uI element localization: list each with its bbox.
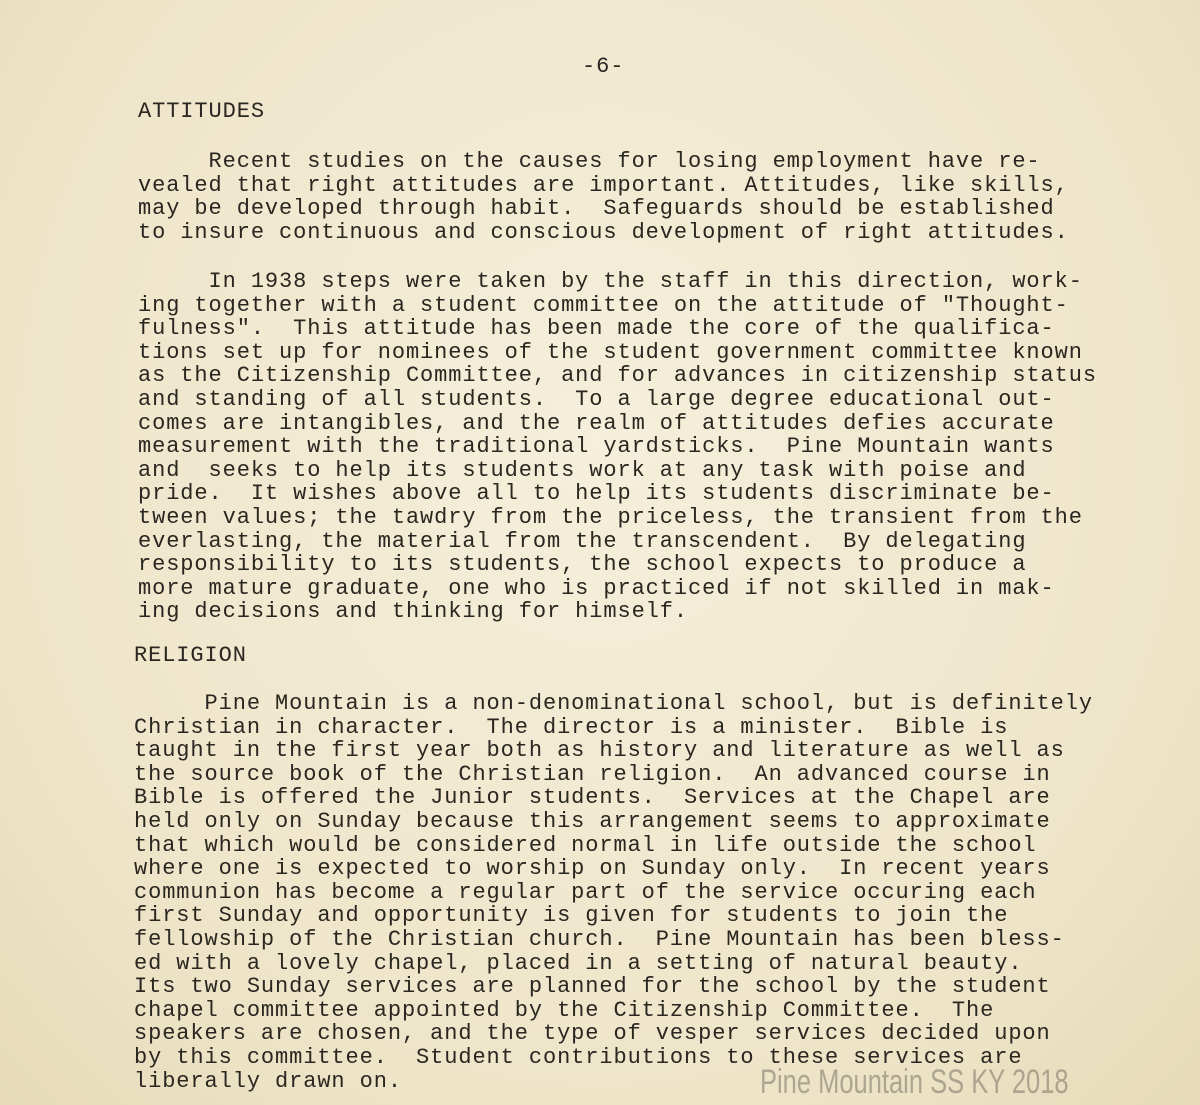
- text-line: first Sunday and opportunity is given for students to join the: [134, 903, 1009, 929]
- watermark: Pine Mountain SS KY 2018: [760, 1063, 1069, 1101]
- text-line: the source book of the Christian religion. An advanced course in: [134, 761, 1051, 787]
- text-line: where one is expected to worship on Sunday only. In recent years: [134, 856, 1051, 882]
- text-line: everlasting, the material from the transcendent. By delegating: [138, 528, 1027, 554]
- text-line: may be developed through habit. Safeguards should be established: [138, 196, 1055, 222]
- text-line: measurement with the traditional yardsticks. Pine Mountain wants: [138, 434, 1055, 460]
- text-line: that which would be considered normal in life outside the school: [134, 832, 1037, 858]
- text-line: as the Citizenship Committee, and for advances in citizenship status: [138, 363, 1097, 389]
- text-line: communion has become a regular part of the service occuring each: [134, 879, 1037, 905]
- text-line: tions set up for nominees of the student government committee known: [138, 339, 1083, 365]
- text-line: by this committee. Student contributions to these services are: [134, 1045, 1023, 1070]
- text-line: and standing of all students. To a large degree educational out-: [138, 387, 1055, 412]
- text-line: Its two Sunday services are planned for the school by the student: [134, 974, 1051, 1000]
- text-line: ing decisions and thinking for himself.: [138, 599, 688, 625]
- text-line: chapel committee appointed by the Citizenship Committee. The: [134, 997, 995, 1023]
- section-heading: ATTITUDES: [138, 99, 265, 124]
- text-line: Recent studies on the causes for losing employment have re-: [138, 149, 1041, 174]
- text-line: liberally drawn on.: [134, 1068, 402, 1094]
- text-line: to insure continuous and conscious development of right attitudes.: [138, 219, 1069, 245]
- page-number: -6-: [582, 54, 625, 79]
- section-heading: RELIGION: [134, 643, 247, 668]
- text-line: comes are intangibles, and the realm of attitudes defies accurate: [138, 410, 1055, 436]
- text-line: fulness". This attitude has been made the core of the qualifica-: [138, 316, 1055, 342]
- text-line: speakers are chosen, and the type of vesper services decided upon: [134, 1021, 1051, 1047]
- text-line: ing together with a student committee on the attitude of "Thought-: [138, 292, 1069, 318]
- text-line: more mature graduate, one who is practiced if not skilled in mak-: [138, 575, 1055, 601]
- text-line: fellowship of the Christian church. Pine Mountain has been bless-: [134, 927, 1065, 952]
- text-line: and seeks to help its students work at any task with poise and: [138, 457, 1027, 483]
- text-line: held only on Sunday because this arrangement seems to approximate: [134, 809, 1051, 834]
- text-line: taught in the first year both as history and literature as well as: [134, 738, 1065, 764]
- text-line: Christian in character. The director is a minister. Bible is: [134, 714, 1009, 740]
- text-line: tween values; the tawdry from the priceless, the transient from the: [138, 505, 1083, 530]
- text-line: In 1938 steps were taken by the staff in this direction, work-: [138, 269, 1083, 294]
- text-line: pride. It wishes above all to help its students discriminate be-: [138, 481, 1055, 507]
- text-line: ed with a lovely chapel, placed in a setting of natural beauty.: [134, 950, 1023, 976]
- text-line: responsibility to its students, the school expects to produce a: [138, 552, 1027, 578]
- text-line: vealed that right attitudes are important. Attitudes, like skills,: [138, 172, 1069, 198]
- text-line: Pine Mountain is a non-denominational school, but is definitely: [134, 691, 1093, 716]
- text-line: Bible is offered the Junior students. Services at the Chapel are: [134, 785, 1051, 811]
